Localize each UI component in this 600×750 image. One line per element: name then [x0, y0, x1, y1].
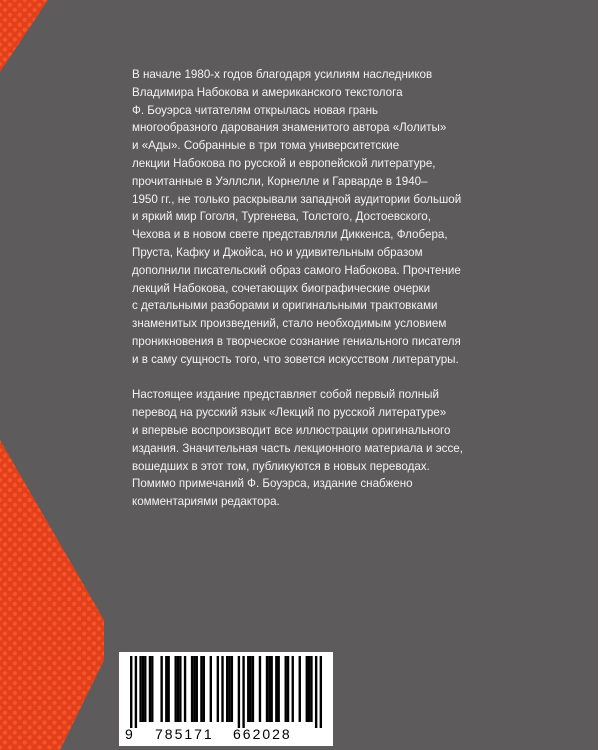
barcode-bar — [151, 656, 153, 722]
barcode-bar — [160, 656, 162, 722]
isbn-digits — [123, 726, 329, 744]
isbn-digits-group-1: 785171 — [155, 726, 214, 742]
barcode-bar — [320, 656, 322, 728]
barcode-bar — [221, 656, 223, 722]
pattern-corner-bottom — [0, 440, 104, 750]
text-line: Чехова и в новом свете представляли Диккенса, Флобера, — [132, 228, 448, 242]
barcode-bars — [123, 656, 329, 728]
barcode-bar — [167, 656, 169, 722]
barcode-bar — [259, 656, 261, 722]
barcode-bar — [275, 656, 277, 722]
isbn-first-digit: 9 — [125, 726, 133, 742]
text-line: многообразного дарования знаменитого автора «Лолиты» — [132, 121, 447, 135]
text-line: лекций Набокова, сочетающих биографические очерки — [132, 281, 431, 295]
barcode-bar — [142, 656, 144, 722]
text-line: Ф. Боуэрса читателям открылась новая грань — [132, 103, 379, 117]
barcode-bar — [226, 656, 228, 722]
barcode-bar — [196, 656, 198, 722]
barcode-bar — [249, 656, 251, 722]
barcode-bar — [175, 656, 177, 722]
text-line: знаменитых произведений, стало необходимым условием — [132, 317, 447, 331]
text-line: дополнили писательский образ самого Набокова. Прочтение — [132, 263, 461, 277]
pattern-corner-top — [0, 0, 48, 72]
text-line: лекции Набокова по русской и европейской литературе, — [132, 156, 436, 170]
barcode-bar — [292, 656, 294, 722]
barcode-bar — [238, 656, 240, 728]
text-line: 1950 гг., не только раскрывали западной аудитории большой — [132, 192, 462, 206]
barcode-bar — [278, 656, 280, 722]
text-line: В начале 1980-х годов благодаря усилиям наследников — [132, 68, 433, 81]
text-line: и впервые воспроизводит все иллюстрации оригинального — [132, 423, 451, 437]
barcode-bar — [144, 656, 146, 722]
barcode-bar — [130, 656, 132, 728]
text-line: издания. Значительная часть лекционного материала и эссе, — [132, 441, 463, 455]
text-line: и «Ады». Собранные в три тома университетские — [132, 139, 400, 153]
barcode-bar — [252, 656, 254, 722]
barcode-bar — [270, 656, 272, 722]
barcode-bar — [228, 656, 230, 722]
barcode-bar — [139, 656, 141, 722]
barcode-bar — [191, 656, 193, 722]
barcode-bar — [135, 656, 137, 728]
barcode-bar — [268, 656, 270, 722]
barcode-bar — [149, 656, 151, 722]
barcode-bar — [308, 656, 310, 722]
barcode-bar — [210, 656, 212, 722]
text-line: с детальными разборами и оригинальными трактовками — [132, 299, 438, 313]
text-line: комментариями редактора. — [132, 495, 280, 509]
annotation-paragraph-1 — [132, 66, 492, 369]
annotation-paragraph-2 — [132, 386, 492, 511]
barcode-bar — [310, 656, 312, 722]
text-line: Помимо примечаний Ф. Боуэрса, издание снабжено — [132, 477, 413, 491]
barcode-bar — [315, 656, 317, 728]
barcode-bar — [247, 656, 249, 722]
barcode-bar — [200, 656, 202, 722]
text-line: прочитанные в Уэллсли, Корнелле и Гарварде в 1940– — [132, 174, 428, 188]
barcode-bar — [177, 656, 179, 722]
barcode-bar — [231, 656, 233, 722]
text-line: Настоящее издание представляет собой первый полный — [132, 388, 439, 402]
barcode-bar — [165, 656, 167, 722]
text-line: проникновения в творческое сознание гениального писателя — [132, 334, 461, 348]
text-line: перевод на русский язык «Лекций по русской литературе» — [132, 406, 447, 420]
barcode-bar — [193, 656, 195, 722]
barcode-bar — [266, 656, 268, 722]
barcode-bar — [287, 656, 289, 722]
barcode-bar — [179, 656, 181, 722]
barcode-bar — [285, 656, 287, 722]
barcode-bar — [203, 656, 205, 722]
barcode-bar — [299, 656, 301, 722]
text-line: вошедших в этот том, публикуются в новых переводах. — [132, 459, 430, 473]
barcode-bar — [242, 656, 244, 728]
isbn-digits-group-2: 662028 — [233, 726, 292, 742]
annotation-text — [132, 66, 492, 511]
text-line: и яркий мир Гоголя, Тургенева, Толстого, Достоевского, — [132, 210, 431, 224]
text-line: и в саму сущность того, что зовется искусством литературы. — [132, 352, 459, 366]
barcode-bar — [306, 656, 308, 722]
barcode-bar — [217, 656, 219, 722]
orange-pattern-strip — [0, 0, 106, 750]
isbn-barcode — [119, 652, 333, 746]
text-line: Владимира Набокова и американского текстолога — [132, 85, 403, 99]
barcode-bar — [184, 656, 186, 722]
text-line: Пруста, Кафку и Джойса, но и удивительным образом — [132, 245, 423, 259]
